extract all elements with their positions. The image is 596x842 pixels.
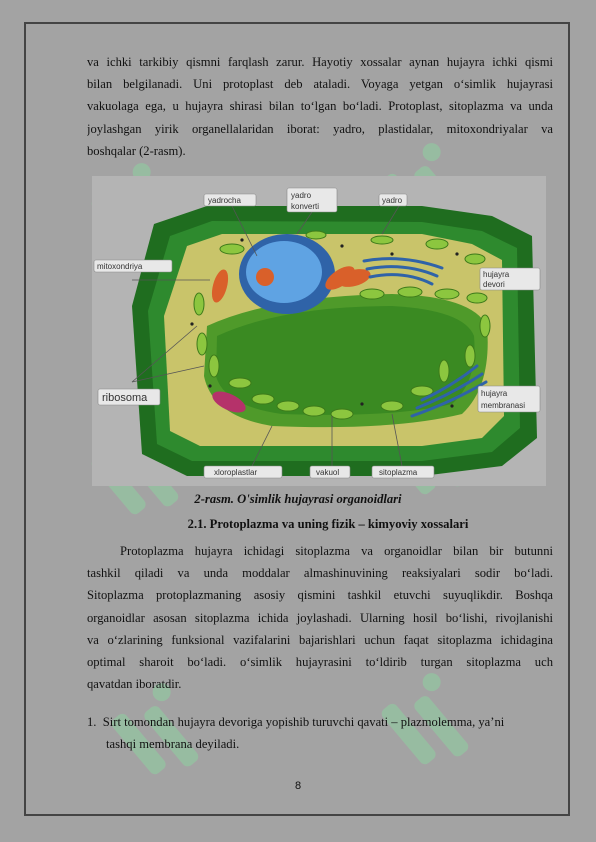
intro-paragraph <box>87 51 553 162</box>
text-line: Sitoplazma protoplazmaning asosiy qismini tashkil etuvchi suyuqlikdir. Boshqa <box>87 588 553 603</box>
text-line: Protoplazma hujayra ichidagi sitoplazma va organoidlar bilan bir butunni <box>120 544 553 558</box>
text-line: bilan belgilanadi. Uni protoplast deb ataladi. Voyaga yetgan o‘simlik hujayrasi <box>87 77 553 92</box>
label-yadrocha: yadrocha <box>208 196 241 205</box>
text-line: boshqalar (2-rasm). <box>87 143 186 158</box>
text-line: joylashgan yirik organellalaridan iborat: yadro, plastidalar, mitoxondriyalar va <box>87 121 553 136</box>
label-ribosoma: ribosoma <box>102 392 148 404</box>
plant-cell-figure <box>92 176 546 486</box>
label-vakuol: vakuol <box>316 468 340 477</box>
label-sitoplazma: sitoplazma <box>379 468 418 477</box>
label-hujayra-devori: hujayra <box>483 270 510 279</box>
text-line: optimal sharoit bo‘ladi. o‘simlik hujayrasini to‘ldirib turgan sitoplazma uch <box>87 655 553 670</box>
label-yadro-konverti: konverti <box>291 202 320 211</box>
label-yadro-konverti: yadro <box>291 191 312 200</box>
body-paragraph <box>87 540 553 695</box>
list-line: Sirt tomondan hujayra devoriga yopishib turuvchi qavati – plazmolemma, ya’ni <box>102 715 505 729</box>
text-line: organoidlar asosan sitoplazma ichida joylashadi. Ularning hosil bo‘lishi, rivojlanishi <box>87 610 553 625</box>
list-number: 1. <box>87 715 97 729</box>
list-item <box>87 711 553 755</box>
page-number: 8 <box>294 780 302 792</box>
label-yadro: yadro <box>382 196 403 205</box>
label-hujayra-devori: devori <box>483 280 505 289</box>
text-line: tashkil qiladi va unda moddalar almashinuvining reaksiyalari sodir bo‘ladi. <box>87 566 553 581</box>
text-line: qavatdan iboratdir. <box>87 677 182 692</box>
label-xloroplastlar: xloroplastlar <box>214 468 258 477</box>
text-line <box>87 711 553 733</box>
text-line: va ichki tarkibiy qismni farqlash zarur. Hayotiy xossalar aynan hujayra ichki qismi <box>87 55 553 69</box>
section-title: 2.1. Protoplazma va uning fizik – kimyoviy xossalari <box>187 517 469 531</box>
text-line: va o‘zlarining funksional vazifalarini bajarishlari uchun faqat sitoplazma ichidagina <box>87 632 553 647</box>
text-line: tashqi membrana deyiladi. <box>106 737 240 752</box>
label-hujayra-membranasi: membranasi <box>481 401 526 410</box>
label-mitoxondriya: mitoxondriya <box>97 262 143 271</box>
text-line: vakuolaga ega, u hujayra shirasi bilan to‘lgan bo‘ladi. Protoplast, sitoplazma va unda <box>87 99 553 114</box>
label-hujayra-membranasi: hujayra <box>481 389 508 398</box>
figure-caption: 2-rasm. O'simlik hujayrasi organoidlari <box>194 492 402 506</box>
